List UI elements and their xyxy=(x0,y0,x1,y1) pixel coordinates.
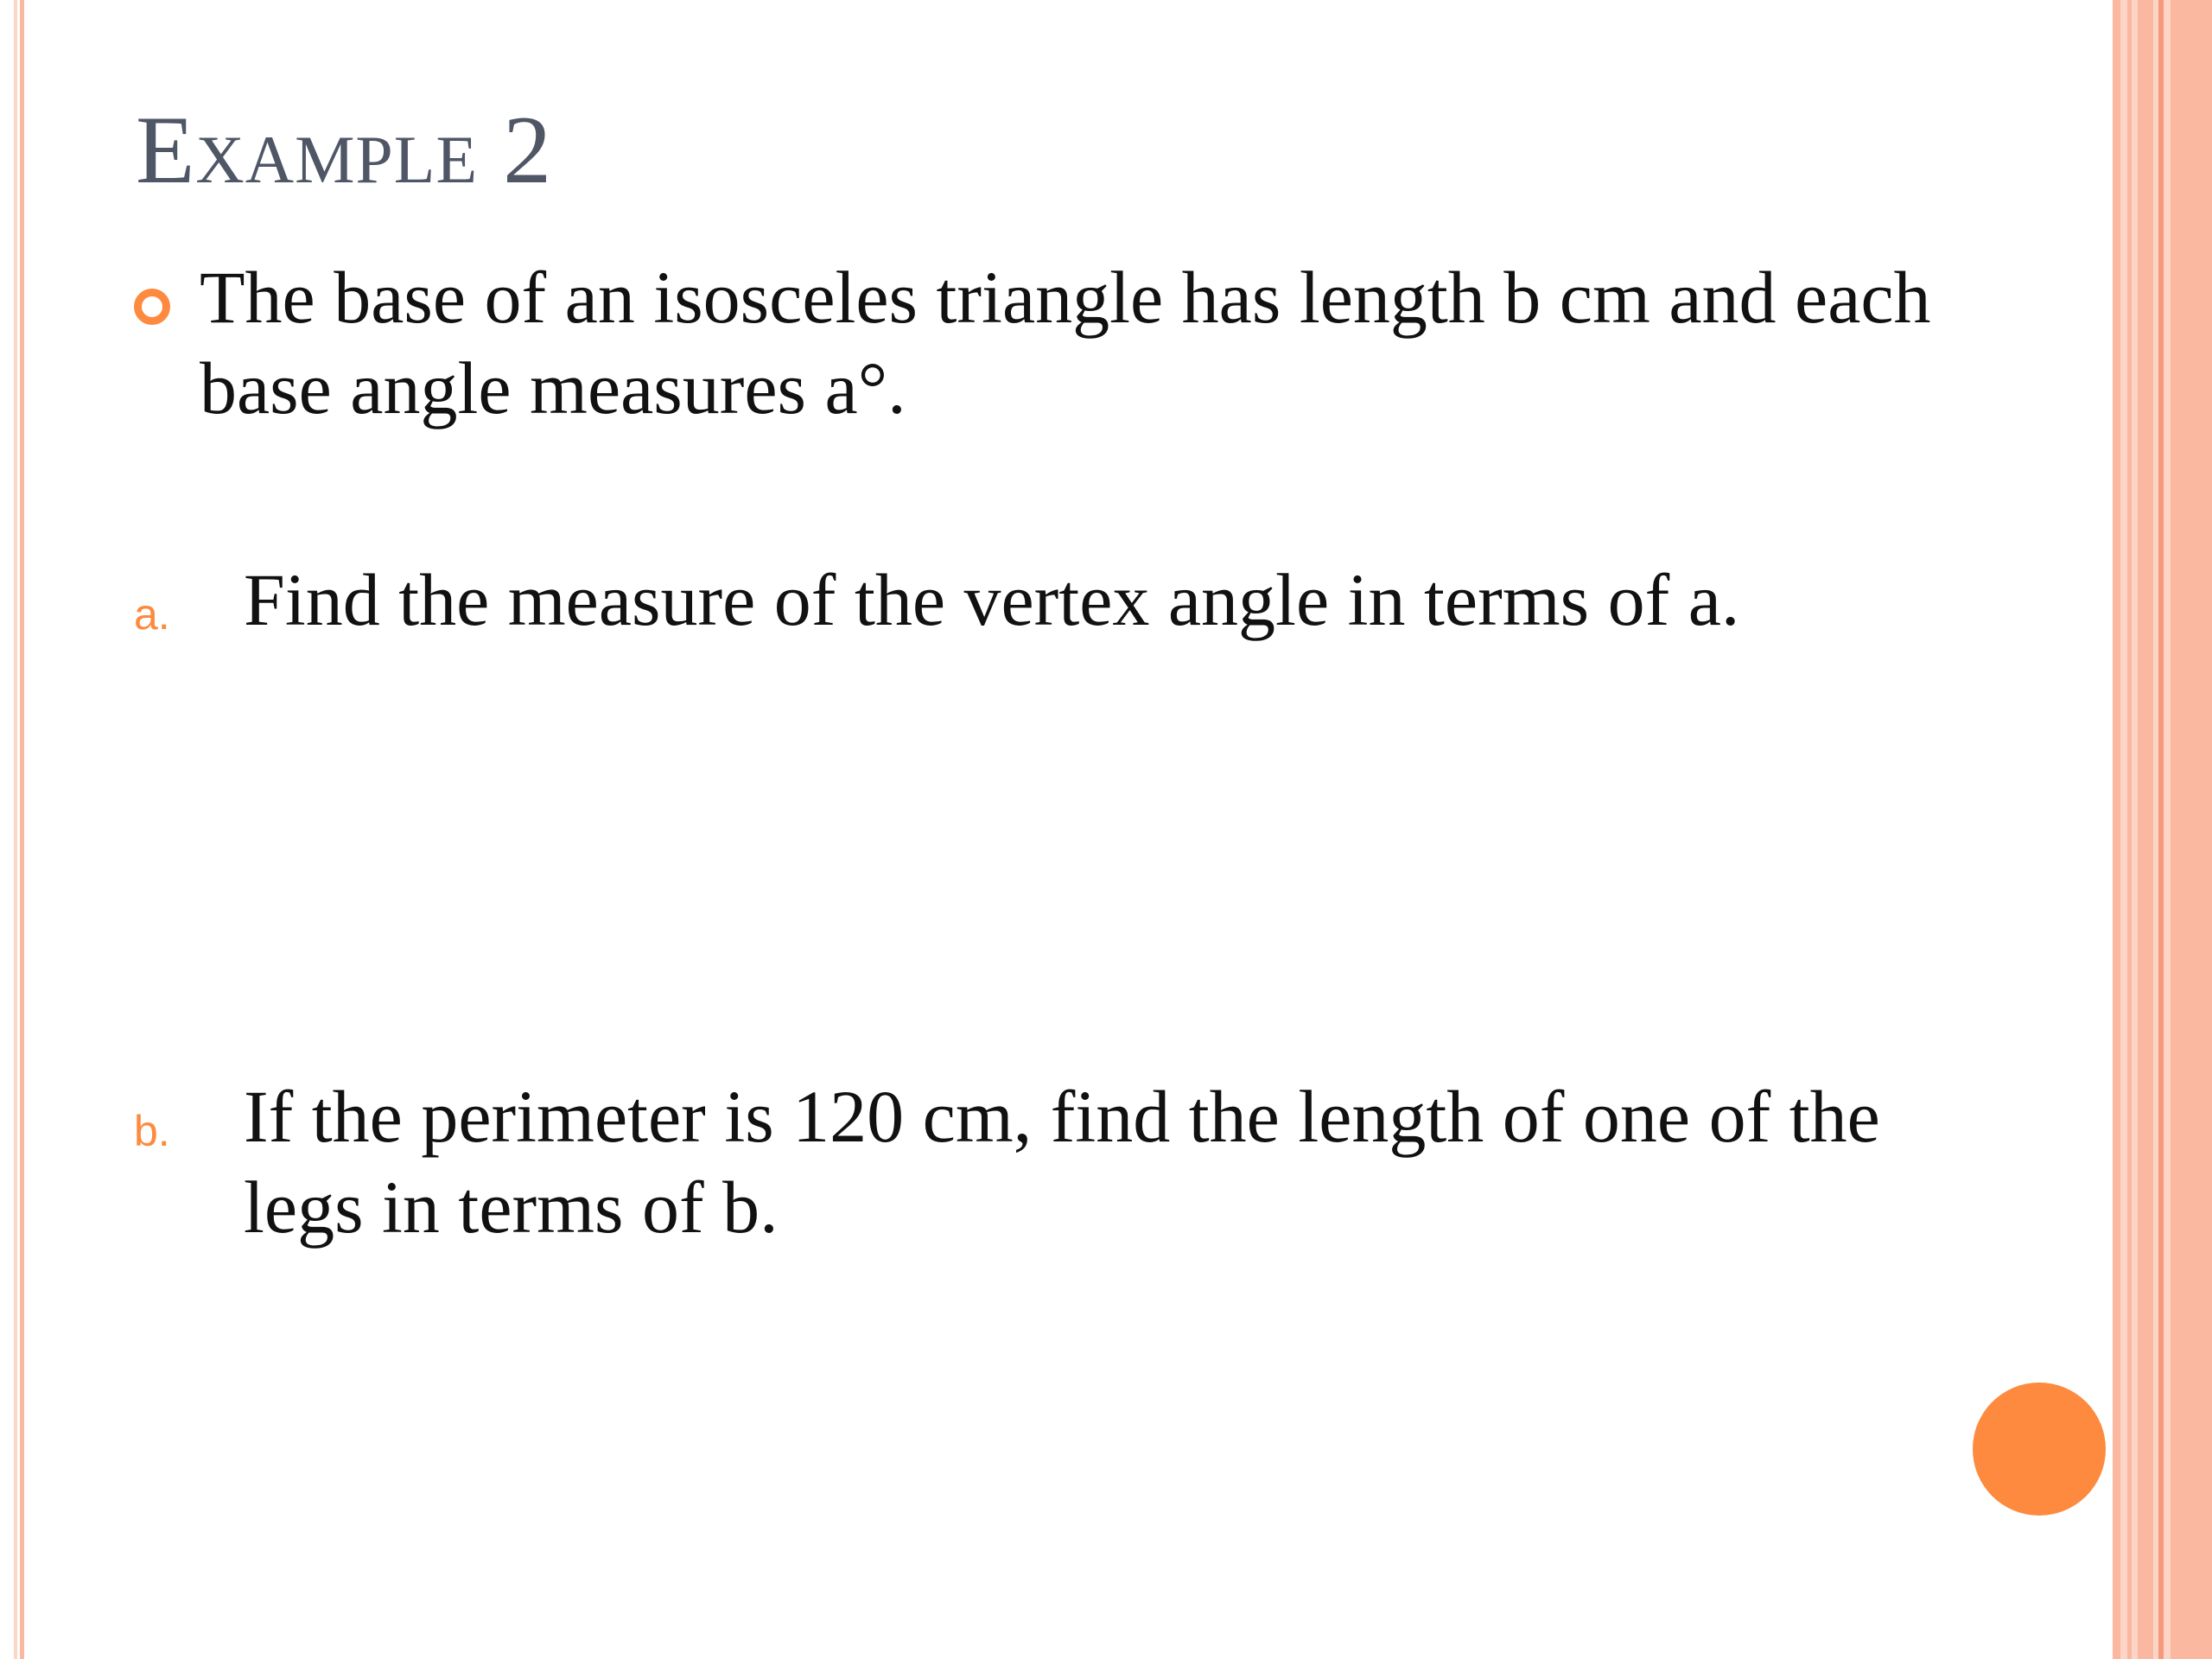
list-item-text-b: If the perimeter is 120 cm, find the length of one of the legs in terms of b. xyxy=(244,1075,1880,1249)
left-border-stripe xyxy=(20,0,24,1659)
list-marker-a: a. xyxy=(134,590,170,639)
list-marker-b: b. xyxy=(134,1107,170,1155)
right-border-stripe xyxy=(2127,0,2132,1659)
bullet-text: The base of an isosceles triangle has length b cm and each base angle measures a°. xyxy=(200,256,1931,429)
right-border-stripe xyxy=(2138,0,2153,1659)
list-item-text-a: Find the measure of the vertex angle in terms of a. xyxy=(244,558,1740,641)
left-border-stripe xyxy=(14,0,17,1659)
hollow-circle-bullet-icon xyxy=(134,289,170,325)
right-border-stripe xyxy=(2171,0,2212,1659)
slide-title: Example 2 xyxy=(136,97,553,204)
right-border-stripe xyxy=(2158,0,2164,1659)
right-border-stripe xyxy=(2113,0,2120,1659)
filled-circle-icon xyxy=(1973,1382,2106,1516)
